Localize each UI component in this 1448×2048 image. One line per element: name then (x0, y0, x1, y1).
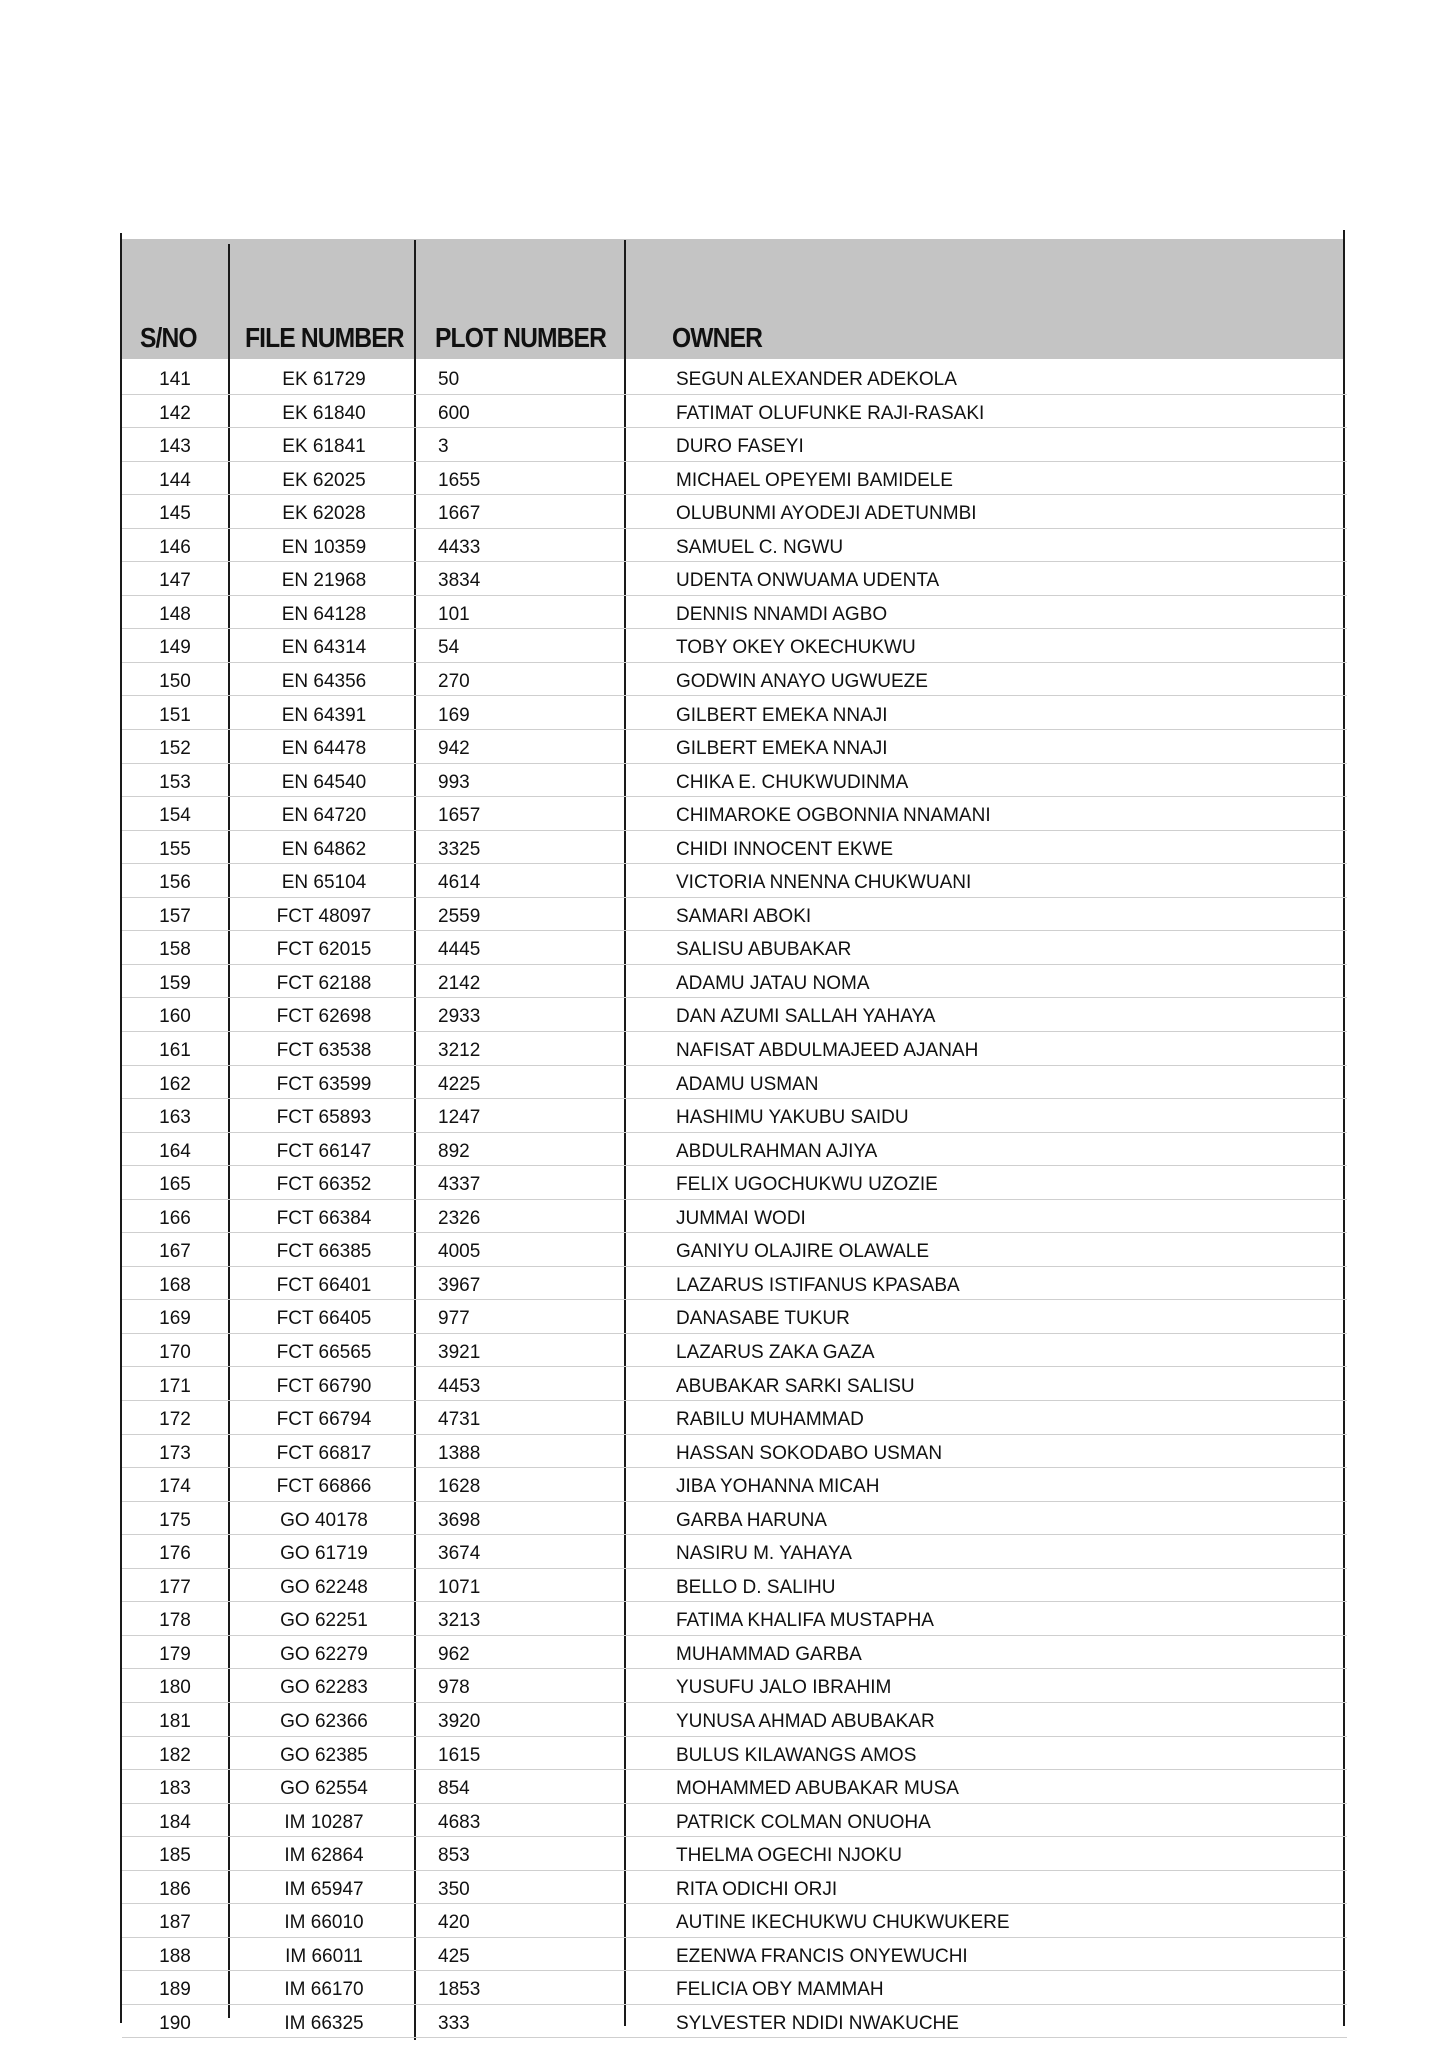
table-cell-sno: 181 (159, 1711, 191, 1732)
table-cell-owner: AUTINE IKECHUKWU CHUKWUKERE (676, 1912, 1010, 1934)
table-cell-file-number: EN 64478 (281, 738, 367, 760)
table-cell-sno: 179 (159, 1643, 191, 1665)
table-cell-plot-number: 4614 (438, 872, 481, 894)
table-cell-plot-number: 2326 (438, 1207, 481, 1229)
table-cell-file-number: GO 62385 (280, 1744, 368, 1766)
table-cell-sno: 143 (159, 436, 191, 458)
table-cell-file-number: FCT 66565 (276, 1341, 372, 1363)
table-cell-plot-number: 4337 (438, 1174, 481, 1196)
table-row (122, 1938, 1347, 1972)
table-cell-owner: YUSUFU JALO IBRAHIM (676, 1677, 892, 1699)
table-cell-file-number: EN 64128 (281, 603, 367, 625)
table-cell-plot-number: 3834 (438, 570, 481, 592)
table-cell-plot-number: 3921 (438, 1341, 481, 1363)
table-cell-plot-number: 4445 (438, 939, 481, 961)
table-row (122, 361, 1347, 395)
table-cell-file-number: FCT 66385 (276, 1241, 372, 1263)
table-cell-file-number: EN 64391 (281, 704, 367, 726)
table-cell-plot-number: 1657 (438, 805, 481, 827)
table-cell-sno: 189 (159, 1979, 191, 2001)
table-cell-owner: VICTORIA NNENNA CHUKWUANI (676, 872, 972, 894)
table-cell-plot-number: 4225 (438, 1073, 481, 1095)
table-cell-owner: SAMUEL C. NGWU (676, 536, 844, 558)
table-cell-sno: 155 (159, 838, 191, 860)
table-cell-owner: TOBY OKEY OKECHUKWU (676, 637, 916, 659)
table-cell-file-number: GO 62251 (280, 1610, 368, 1632)
table-cell-file-number: GO 62248 (280, 1576, 368, 1598)
table-cell-owner: SYLVESTER NDIDI NWAKUCHE (676, 2012, 959, 2034)
table-cell-sno: 185 (159, 1845, 191, 1867)
table-cell-sno: 141 (159, 369, 191, 390)
table-cell-owner: RITA ODICHI ORJI (676, 1878, 838, 1900)
table-cell-plot-number: 1388 (438, 1442, 481, 1464)
table-cell-plot-number: 977 (438, 1308, 470, 1330)
table-cell-owner: CHIKA E. CHUKWUDINMA (676, 771, 909, 793)
table-cell-file-number: EN 64862 (281, 838, 367, 860)
table-row (122, 965, 1347, 999)
table-cell-sno: 150 (159, 670, 191, 692)
table-cell-owner: CHIMAROKE OGBONNIA NNAMANI (676, 805, 991, 827)
table-cell-plot-number: 3212 (438, 1040, 481, 1061)
table-cell-plot-number: 420 (438, 1912, 470, 1934)
table-cell-file-number: IM 62864 (284, 1845, 364, 1867)
table-cell-plot-number: 4433 (438, 536, 481, 558)
table-row (122, 1602, 1347, 1636)
table-cell-sno: 142 (159, 402, 191, 424)
table-row (122, 663, 1347, 697)
table-cell-plot-number: 4005 (438, 1241, 481, 1263)
table-row (122, 395, 1347, 429)
table-cell-plot-number: 1071 (438, 1576, 481, 1598)
table-cell-file-number: FCT 66866 (276, 1476, 372, 1498)
table-cell-sno: 157 (159, 905, 191, 927)
table-row (122, 1233, 1347, 1267)
table-cell-owner: THELMA OGECHI NJOKU (676, 1845, 902, 1867)
table-row (122, 1435, 1347, 1469)
table-row (122, 1703, 1347, 1737)
table-cell-owner: GANIYU OLAJIRE OLAWALE (676, 1241, 930, 1263)
table-cell-owner: ADAMU USMAN (676, 1073, 819, 1095)
table-cell-owner: DANASABE TUKUR (676, 1308, 850, 1330)
table-cell-file-number: FCT 66147 (276, 1140, 372, 1162)
table-row (122, 1300, 1347, 1334)
table-cell-sno: 148 (159, 603, 191, 625)
table-cell-plot-number: 3213 (438, 1610, 481, 1632)
table-cell-sno: 159 (159, 972, 191, 994)
table-cell-file-number: IM 66325 (284, 2012, 364, 2034)
table-row (122, 831, 1347, 865)
table-row (122, 1971, 1347, 2005)
table-row (122, 1502, 1347, 1536)
table-cell-sno: 156 (159, 872, 191, 894)
table-cell-sno: 167 (159, 1241, 191, 1263)
table-cell-owner: DAN AZUMI SALLAH YAHAYA (676, 1006, 936, 1028)
table-cell-owner: BELLO D. SALIHU (676, 1576, 836, 1598)
table-row (122, 1200, 1347, 1234)
table-row (122, 1099, 1347, 1133)
table-cell-sno: 170 (159, 1341, 191, 1363)
table-cell-plot-number: 350 (438, 1878, 470, 1900)
table-cell-plot-number: 101 (438, 603, 470, 625)
table-cell-file-number: FCT 63538 (276, 1040, 372, 1061)
table-row (122, 1166, 1347, 1200)
table-cell-sno: 182 (159, 1744, 191, 1766)
table-cell-sno: 180 (159, 1677, 191, 1699)
table-cell-plot-number: 4731 (438, 1409, 481, 1431)
table-cell-sno: 175 (159, 1509, 191, 1531)
table-cell-sno: 151 (159, 704, 191, 726)
table-cell-plot-number: 993 (438, 771, 470, 793)
table-row (122, 1904, 1347, 1938)
table-cell-file-number: FCT 62015 (276, 939, 372, 961)
table-cell-owner: RABILU MUHAMMAD (676, 1409, 864, 1431)
table-cell-plot-number: 2142 (438, 972, 481, 994)
table-cell-file-number: EN 64720 (281, 805, 367, 827)
table-cell-plot-number: 3325 (438, 838, 481, 860)
table-row (122, 1669, 1347, 1703)
table-row (122, 1535, 1347, 1569)
table-cell-file-number: IM 65947 (284, 1878, 364, 1900)
table-row (122, 562, 1347, 596)
table-cell-plot-number: 1247 (438, 1107, 481, 1129)
table-row (122, 1066, 1347, 1100)
row-separator (122, 2037, 1347, 2038)
table-cell-sno: 186 (159, 1878, 191, 1900)
table-row (122, 2005, 1347, 2039)
table-cell-file-number: IM 66170 (284, 1979, 364, 2001)
table-row (122, 495, 1347, 529)
table-cell-plot-number: 978 (438, 1677, 470, 1699)
table-cell-sno: 149 (159, 637, 191, 659)
table-row (122, 1368, 1347, 1402)
table-cell-sno: 169 (159, 1308, 191, 1330)
table-cell-owner: FELIX UGOCHUKWU UZOZIE (676, 1174, 938, 1196)
table-row (122, 1401, 1347, 1435)
table-cell-sno: 183 (159, 1778, 191, 1800)
table-row (122, 1133, 1347, 1167)
table-cell-file-number: GO 62283 (280, 1677, 368, 1699)
table-cell-owner: DURO FASEYI (676, 436, 804, 458)
table-cell-plot-number: 2933 (438, 1006, 481, 1028)
table-cell-file-number: FCT 66817 (276, 1442, 372, 1464)
table-cell-owner: FATIMAT OLUFUNKE RAJI-RASAKI (676, 402, 985, 424)
table-row (122, 629, 1347, 663)
table-cell-sno: 160 (159, 1006, 191, 1028)
table-cell-plot-number: 3967 (438, 1274, 481, 1296)
header-sno: S/NO (140, 322, 197, 353)
table-row (122, 764, 1347, 798)
table-row (122, 998, 1347, 1032)
table-cell-file-number: GO 62366 (280, 1711, 368, 1732)
table-cell-sno: 144 (159, 469, 191, 491)
table-cell-file-number: EN 64540 (281, 771, 367, 793)
table-cell-plot-number: 1853 (438, 1979, 481, 2001)
header-file-number: FILE NUMBER (245, 322, 404, 353)
table-row (122, 898, 1347, 932)
table-cell-plot-number: 169 (438, 704, 470, 726)
table-cell-sno: 172 (159, 1409, 191, 1431)
table-cell-plot-number: 333 (438, 2012, 470, 2034)
table-cell-sno: 176 (159, 1543, 191, 1565)
table-cell-file-number: FCT 62188 (276, 972, 372, 994)
table-cell-sno: 161 (159, 1040, 191, 1061)
table-cell-file-number: IM 10287 (284, 1811, 364, 1833)
table-cell-owner: CHIDI INNOCENT EKWE (676, 838, 894, 860)
table-cell-sno: 166 (159, 1207, 191, 1229)
table-cell-file-number: FCT 48097 (276, 905, 372, 927)
table-cell-file-number: GO 62279 (280, 1643, 368, 1665)
table-cell-file-number: EN 64314 (281, 637, 367, 659)
table-cell-plot-number: 4683 (438, 1811, 481, 1833)
table-cell-sno: 164 (159, 1140, 191, 1162)
table-cell-owner: MOHAMMED ABUBAKAR MUSA (676, 1778, 959, 1800)
table-cell-plot-number: 962 (438, 1643, 470, 1665)
table-cell-owner: GARBA HARUNA (676, 1509, 827, 1531)
table-cell-owner: NAFISAT ABDULMAJEED AJANAH (676, 1040, 979, 1061)
table-cell-plot-number: 3920 (438, 1711, 481, 1732)
table-row (122, 1871, 1347, 1905)
table-row (122, 529, 1347, 563)
table-cell-file-number: EN 65104 (281, 872, 367, 894)
table-cell-file-number: GO 62554 (280, 1778, 368, 1800)
table-cell-owner: FELICIA OBY MAMMAH (676, 1979, 884, 2001)
table-cell-plot-number: 270 (438, 670, 470, 692)
table-cell-plot-number: 3674 (438, 1543, 481, 1565)
table-cell-sno: 190 (159, 2012, 191, 2034)
table-row (122, 1468, 1347, 1502)
table-cell-owner: ABUBAKAR SARKI SALISU (676, 1375, 915, 1397)
table-cell-owner: JIBA YOHANNA MICAH (676, 1476, 880, 1498)
table-cell-owner: EZENWA FRANCIS ONYEWUCHI (676, 1945, 968, 1967)
table-row (122, 1334, 1347, 1368)
table-cell-sno: 145 (159, 503, 191, 525)
table-cell-file-number: FCT 66384 (276, 1207, 372, 1229)
table-cell-plot-number: 942 (438, 738, 470, 760)
table-cell-file-number: FCT 66401 (276, 1274, 372, 1296)
table-cell-sno: 178 (159, 1610, 191, 1632)
table-cell-sno: 163 (159, 1107, 191, 1129)
table-cell-sno: 162 (159, 1073, 191, 1095)
table-cell-file-number: EK 61729 (282, 369, 366, 390)
table-row (122, 1737, 1347, 1771)
table-cell-plot-number: 1667 (438, 503, 481, 525)
table-cell-owner: ABDULRAHMAN AJIYA (676, 1140, 878, 1162)
table-cell-owner: PATRICK COLMAN ONUOHA (676, 1811, 931, 1833)
table-row (122, 1804, 1347, 1838)
table-cell-plot-number: 50 (438, 369, 460, 390)
table-cell-file-number: FCT 66405 (276, 1308, 372, 1330)
table-cell-file-number: EN 64356 (281, 670, 367, 692)
table-cell-sno: 173 (159, 1442, 191, 1464)
table-cell-file-number: EK 61840 (282, 402, 366, 424)
table-cell-plot-number: 854 (438, 1778, 470, 1800)
table-row (122, 596, 1347, 630)
table-cell-file-number: GO 61719 (280, 1543, 368, 1565)
table-cell-owner: OLUBUNMI AYODEJI ADETUNMBI (676, 503, 977, 525)
table-row (122, 1770, 1347, 1804)
table-cell-plot-number: 54 (438, 637, 460, 659)
table-cell-sno: 184 (159, 1811, 191, 1833)
table-row (122, 462, 1347, 496)
table-cell-sno: 146 (159, 536, 191, 558)
table-cell-plot-number: 1628 (438, 1476, 481, 1498)
table-cell-plot-number: 2559 (438, 905, 481, 927)
table-cell-owner: BULUS KILAWANGS AMOS (676, 1744, 917, 1766)
table-row (122, 697, 1347, 731)
table-cell-sno: 154 (159, 805, 191, 827)
table-cell-sno: 152 (159, 738, 191, 760)
table-cell-owner: DENNIS NNAMDI AGBO (676, 603, 888, 625)
table-row (122, 428, 1347, 462)
table-cell-sno: 158 (159, 939, 191, 961)
table-cell-plot-number: 425 (438, 1945, 470, 1967)
table-cell-owner: GODWIN ANAYO UGWUEZE (676, 670, 928, 692)
table-cell-owner: SEGUN ALEXANDER ADEKOLA (676, 369, 957, 390)
table-cell-plot-number: 1615 (438, 1744, 481, 1766)
table-cell-plot-number: 853 (438, 1845, 470, 1867)
table-cell-plot-number: 3698 (438, 1509, 481, 1531)
table-cell-owner: MUHAMMAD GARBA (676, 1643, 862, 1665)
table-cell-plot-number: 3 (438, 436, 449, 458)
table-cell-sno: 153 (159, 771, 191, 793)
table-cell-owner: MICHAEL OPEYEMI BAMIDELE (676, 469, 953, 491)
header-owner: OWNER (672, 322, 763, 353)
table-cell-owner: SAMARI ABOKI (676, 905, 812, 927)
table-cell-owner: SALISU ABUBAKAR (676, 939, 852, 961)
table-row (122, 1267, 1347, 1301)
table-row (122, 797, 1347, 831)
table-cell-plot-number: 892 (438, 1140, 470, 1162)
table-cell-plot-number: 600 (438, 402, 470, 424)
table-cell-file-number: FCT 62698 (276, 1006, 372, 1028)
table-row (122, 931, 1347, 965)
table-cell-sno: 165 (159, 1174, 191, 1196)
table-cell-owner: NASIRU M. YAHAYA (676, 1543, 852, 1565)
table-cell-file-number: FCT 66790 (276, 1375, 372, 1397)
table-cell-file-number: FCT 65893 (276, 1107, 372, 1129)
table-cell-file-number: EK 62028 (282, 503, 366, 525)
table-cell-file-number: FCT 66794 (276, 1409, 372, 1431)
table-row (122, 1636, 1347, 1670)
table-cell-file-number: GO 40178 (280, 1509, 368, 1531)
table-cell-owner: UDENTA ONWUAMA UDENTA (676, 570, 940, 592)
table-row (122, 1837, 1347, 1871)
table-cell-plot-number: 1655 (438, 469, 481, 491)
table-row (122, 1032, 1347, 1066)
table-cell-owner: JUMMAI WODI (676, 1207, 806, 1229)
table-cell-sno: 174 (159, 1476, 191, 1498)
table-cell-file-number: FCT 66352 (276, 1174, 372, 1196)
table-cell-file-number: IM 66011 (285, 1945, 363, 1967)
table-cell-sno: 147 (159, 570, 191, 592)
table-cell-owner: YUNUSA AHMAD ABUBAKAR (676, 1711, 935, 1732)
table-cell-owner: GILBERT EMEKA NNAJI (676, 704, 888, 726)
table-cell-sno: 168 (159, 1274, 191, 1296)
table-cell-owner: LAZARUS ISTIFANUS KPASABA (676, 1274, 960, 1296)
header-plot-number: PLOT NUMBER (435, 322, 607, 353)
table-cell-plot-number: 4453 (438, 1375, 481, 1397)
table-cell-file-number: FCT 63599 (276, 1073, 372, 1095)
table-cell-owner: LAZARUS ZAKA GAZA (676, 1341, 875, 1363)
table-cell-sno: 171 (159, 1375, 191, 1397)
table-cell-owner: ADAMU JATAU NOMA (676, 972, 870, 994)
table-cell-owner: HASHIMU YAKUBU SAIDU (676, 1107, 909, 1129)
table-cell-file-number: EN 21968 (281, 570, 367, 592)
table-cell-owner: HASSAN SOKODABO USMAN (676, 1442, 943, 1464)
table-cell-sno: 188 (159, 1945, 191, 1967)
table-cell-file-number: EN 10359 (281, 536, 367, 558)
table-row (122, 1569, 1347, 1603)
table-cell-owner: GILBERT EMEKA NNAJI (676, 738, 888, 760)
table-row (122, 730, 1347, 764)
table-row (122, 864, 1347, 898)
table-cell-file-number: EK 61841 (282, 436, 366, 458)
table-cell-owner: FATIMA KHALIFA MUSTAPHA (676, 1610, 934, 1632)
table-cell-sno: 187 (159, 1912, 191, 1934)
table-cell-file-number: EK 62025 (282, 469, 366, 491)
table-cell-file-number: IM 66010 (284, 1912, 364, 1934)
table-cell-sno: 177 (159, 1576, 191, 1598)
